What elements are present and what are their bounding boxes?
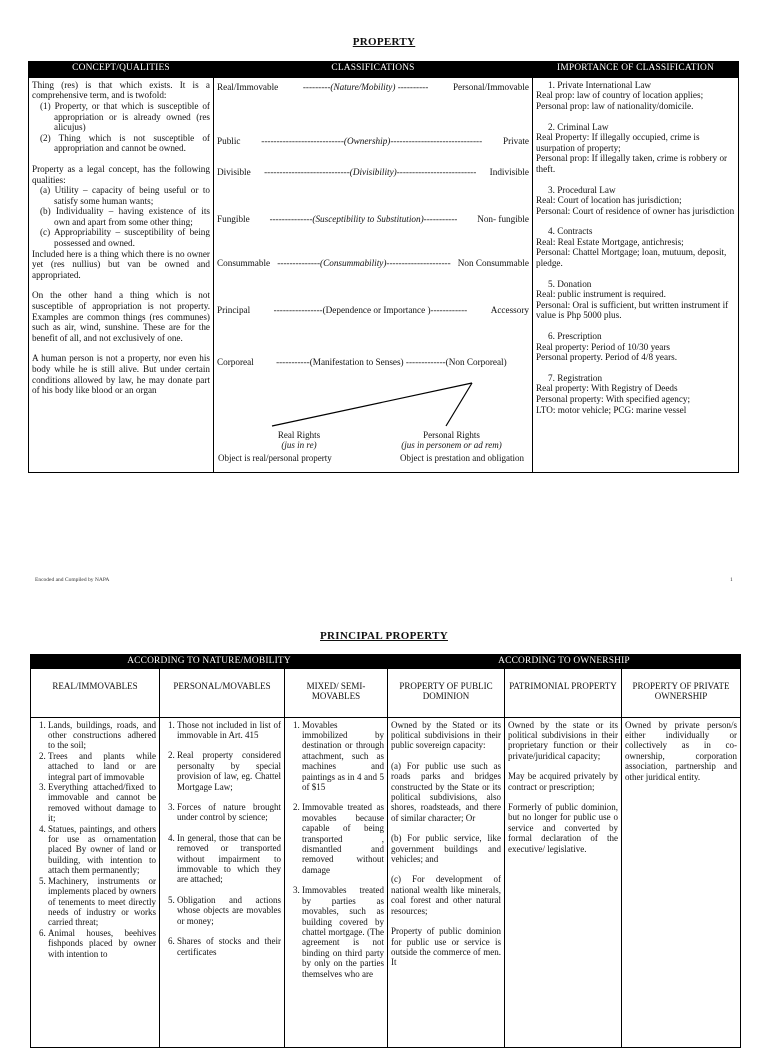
concept-intro: Thing (res) is that which exists. It is a comprehensive term, and is twofold: bbox=[32, 79, 210, 101]
page-number: 1 bbox=[730, 577, 733, 583]
quality-item: (c) Appropriability – susceptibility of being possessed and owned. bbox=[40, 227, 210, 249]
twofold-item: (2) Thing which is not susceptible of appropriation and cannot be owned. bbox=[40, 132, 210, 154]
public-item: Property of public dominion for public use or service is outside the commerce of men. It bbox=[391, 926, 501, 968]
mixed-column bbox=[285, 717, 388, 1047]
classification-row: Real/Immovable ---------(Nature/Mobility) ---------- Personal/Immovable bbox=[217, 81, 529, 92]
importance-item: 4. Contracts Real: Real Estate Mortgage, antichresis; Personal: Chattel Mortgage; loan, mutuum, deposit, pledge. bbox=[536, 226, 727, 269]
personal-rights-object: Object is prestation and obligation bbox=[400, 452, 524, 463]
col-header-mixed: MIXED/ SEMI-MOVABLES bbox=[285, 668, 388, 717]
col-header-personal: PERSONAL/MOVABLES bbox=[160, 668, 285, 717]
mixed-item: 1. Movables immobilized by destination or through attachment, such as machines and paintings as in 4 and 5 of $15 bbox=[302, 720, 384, 793]
personal-column bbox=[160, 717, 285, 1047]
classification-row: Corporeal -----------(Manifestation to Senses) -------------(Non Corporeal) bbox=[217, 357, 507, 368]
patrimonial-item: Formerly of public dominion, but no longer for public use o service and converted by formal declaration of the executive/ legislative. bbox=[508, 802, 618, 854]
personal-item: 6. Shares of stocks and their certificates bbox=[177, 936, 281, 957]
classifications-cell bbox=[214, 77, 533, 472]
importance-item: 6. Prescription Real property: Period of 10/30 years Personal property. Period of 4/8 years. bbox=[536, 331, 678, 363]
col-header-patrimonial: PATRIMONIAL PROPERTY bbox=[505, 668, 622, 717]
page-title: PROPERTY bbox=[352, 36, 416, 48]
public-item: (c) For development of national wealth like minerals, coal forest and other natural resources; bbox=[391, 874, 501, 916]
header-importance: IMPORTANCE OF CLASSIFICATION bbox=[533, 62, 739, 78]
importance-item: 1. Private International Law Real prop: law of country of location applies; Personal prop: law of nationality/domicile. bbox=[536, 79, 704, 111]
page-title-principal: PRINCIPAL PROPERTY bbox=[320, 630, 448, 642]
private-ownership-column bbox=[622, 717, 741, 1047]
importance-item: 5. Donation Real: public instrument is required. Personal: Oral is sufficient, but written instrument if value is Php 5000 plus. bbox=[536, 278, 729, 321]
patrimonial-item: Owned by the state or its political subdivisions in their proprietary function or their private/juridical capacity; bbox=[508, 719, 618, 761]
importance-item: 7. Registration Real property: With Registry of Deeds Personal property: With specified agency; LTO: motor vehicle; PCG: marine vessel bbox=[536, 372, 691, 415]
public-dominion-column bbox=[388, 717, 505, 1047]
personal-rights-label: Personal Rights bbox=[423, 429, 480, 440]
res-nullius-text: Included here is a thing which there is no owner yet (res nullius) but van be owned and appropriated. bbox=[32, 248, 210, 280]
connector-line-real bbox=[272, 383, 472, 426]
personal-item: 3. Forces of nature brought under control by science; bbox=[177, 802, 281, 823]
real-column bbox=[31, 717, 160, 1047]
public-item: Owned by the Stated or its political subdivisions in their public sovereign capacity: bbox=[391, 719, 501, 751]
real-rights-object: Object is real/personal property bbox=[218, 452, 332, 463]
real-item: 1. Lands, buildings, roads, and other constructions adhered to the soil; bbox=[48, 720, 156, 751]
quality-item: (a) Utility – capacity of being useful or to satisfy some human wants; bbox=[40, 185, 210, 206]
real-rights-sub: (jus in re) bbox=[281, 440, 317, 451]
real-item: 2. Trees and plants while attached to land or are integral part of immovable bbox=[48, 751, 156, 782]
principal-property-table bbox=[30, 654, 741, 1048]
real-item: 6. Animal houses, beehives fishponds placed by owner with intention to bbox=[48, 928, 156, 959]
qualities-intro: Property as a legal concept, has the following qualities: bbox=[32, 163, 210, 185]
classification-row: Consummable --------------(Consummability)--------------------- Non Consummable bbox=[217, 258, 529, 269]
personal-item: 1. Those not included in list of immovable in Art. 415 bbox=[177, 720, 281, 741]
patrimonial-column bbox=[505, 717, 622, 1047]
personal-item: 2. Real property considered personalty by special provision of law, eg. Chattel Mortgage Law; bbox=[177, 750, 281, 792]
importance-item: 3. Procedural Law Real: Court of location has jurisdiction; Personal: Court of residence of owner has jurisdiction bbox=[536, 184, 735, 216]
real-item: 5. Machinery, instruments or implements placed by owners of tenements to meet directly needs of industry or works carried threat; bbox=[48, 876, 156, 928]
rights-connector-lines bbox=[214, 78, 526, 478]
footer-credit: Encoded and Compiled by NAPA bbox=[35, 577, 110, 583]
group-header-ownership: ACCORDING TO OWNERSHIP bbox=[388, 655, 741, 669]
quality-item: (b) Individuality – having existence of its own and apart from some other thing; bbox=[40, 206, 210, 227]
col-header-private: PROPERTY OF PRIVATE OWNERSHIP bbox=[622, 668, 741, 717]
classification-row: Divisible ----------------------------(Divisibility)-------------------------- Indivisible bbox=[217, 166, 529, 177]
importance-item: 2. Criminal Law Real Property: If illegally occupied, crime is usurpation of property; Personal prop: If illegally taken, crime is robbery or theft. bbox=[536, 121, 728, 174]
real-item: 3. Everything attached/fixed to immovable and cannot be removed without damage to it; bbox=[48, 782, 156, 824]
mixed-item: 2. Immovable treated as movables because capable of being transported , dismantled and removed without damage bbox=[302, 802, 384, 875]
private-item: Owned by private person/s either individually or collectively as in co-ownership, corporation association, partnership and other juridical entity. bbox=[625, 719, 737, 782]
personal-item: 5. Obligation and actions whose objects are movables or money; bbox=[177, 895, 281, 926]
public-item: (a) For public use such as roads parks and bridges constructed by the State or its political subdivisions, also shores, roadsteads, and there of similar character; Or bbox=[391, 760, 501, 823]
twofold-item: (1) Property, or that which is susceptible of appropriation or is already owned (res alicujus) bbox=[40, 100, 210, 133]
property-table bbox=[28, 61, 739, 473]
personal-rights-sub: (jus in personem or ad rem) bbox=[401, 440, 502, 451]
classification-row: Principal ----------------(Dependence or Importance )------------ Accessory bbox=[217, 304, 529, 315]
patrimonial-item: May be acquired privately by contract or prescription; bbox=[508, 771, 618, 792]
human-person-text: A human person is not a property, nor even his body while he is still alive. But under certain conditions allowed by law, he may donate part of his body like blood or an organ bbox=[32, 353, 210, 396]
mixed-item: 3. Immovables treated by parties as movables, such as building covered by chattel mortgage. (The agreement is not binding on third party by only on the parties themselves who are bbox=[302, 885, 384, 979]
header-concept: CONCEPT/QUALITIES bbox=[29, 62, 214, 78]
group-header-nature: ACCORDING TO NATURE/MOBILITY bbox=[31, 655, 388, 669]
real-item: 4. Statues, paintings, and others for use as ornamentation placed By owner of land or building, with intention to attach them permanently; bbox=[48, 824, 156, 876]
public-item: (b) For public service, like government buildings and vehicles; and bbox=[391, 833, 501, 865]
importance-cell bbox=[533, 77, 739, 472]
real-rights-label: Real Rights bbox=[277, 429, 321, 440]
classification-row: Fungible --------------(Susceptibility to Substitution)----------- Non- fungible bbox=[217, 213, 529, 224]
res-communes-text: On the other hand a thing which is not susceptible of appropriation is not property. Examples are common things (res communes) such as air, wind, sunshine. These are for the benefit of all, and not exclusively of one. bbox=[32, 290, 210, 343]
personal-item: 4. In general, those that can be removed or transported without impairment to immovable to which they are attached; bbox=[177, 833, 281, 885]
classification-row: Public ---------------------------(Ownership)------------------------------ Private bbox=[217, 136, 529, 147]
concept-cell bbox=[29, 77, 214, 472]
header-classifications: CLASSIFICATIONS bbox=[214, 62, 533, 78]
connector-line-personal bbox=[446, 383, 472, 426]
col-header-public: PROPERTY OF PUBLIC DOMINION bbox=[388, 668, 505, 717]
col-header-real: REAL/IMMOVABLES bbox=[31, 668, 160, 717]
